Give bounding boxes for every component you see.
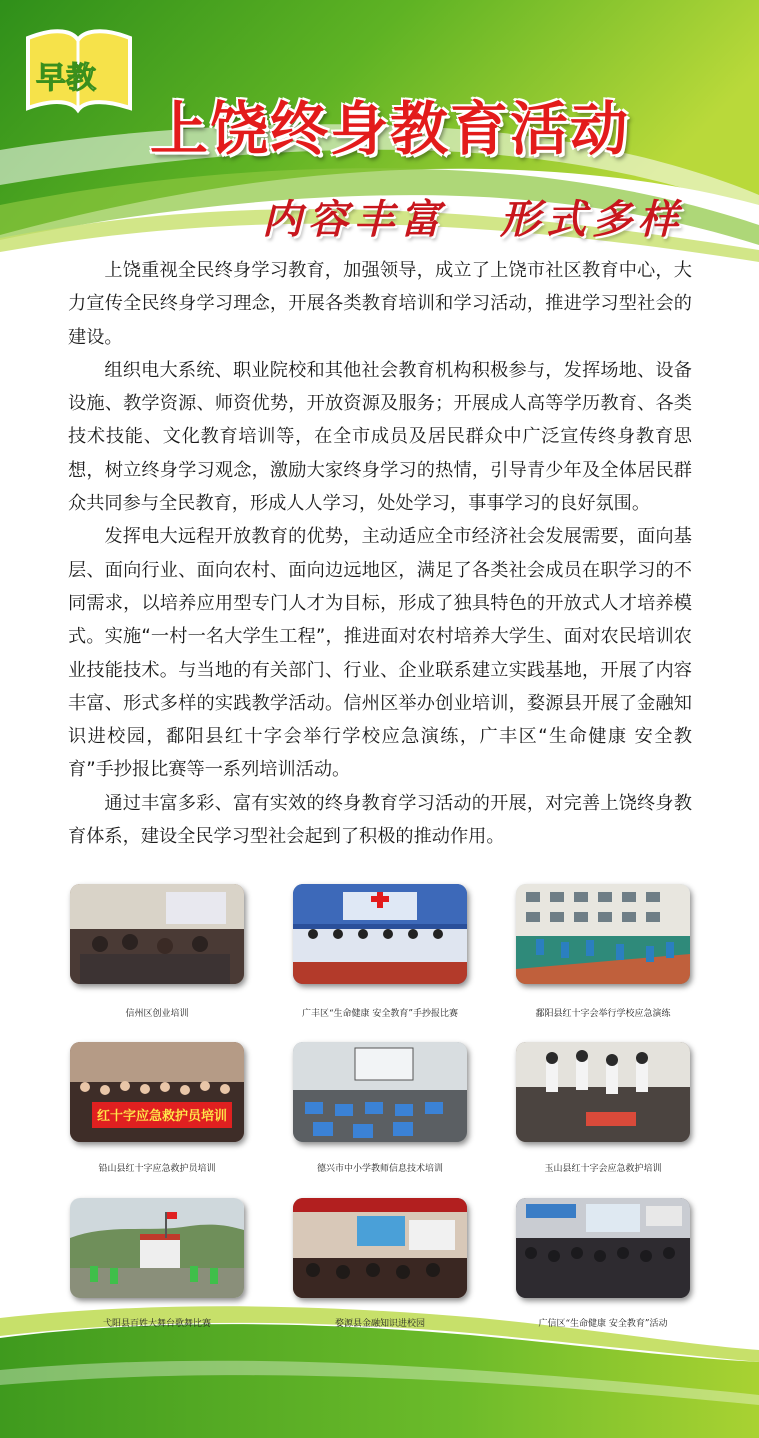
caption-wuyuan: 婺源县金融知识进校园 (334, 1319, 425, 1329)
photo-poyang-drill (516, 884, 690, 984)
photo-yanshan-training (70, 1042, 244, 1142)
photo-xinzhou-training (70, 884, 244, 984)
subtitle-content-rich: 内容丰富 (262, 196, 446, 243)
book-logo-icon (18, 18, 138, 118)
photo-wuyuan-finance (293, 1198, 467, 1298)
photo-dexing-it-training (293, 1042, 467, 1142)
page-title: 上饶终身教育活动 (150, 95, 631, 163)
caption-guangfeng: 广丰区“生命健康 安全教育”手抄报比赛 (301, 1009, 459, 1019)
caption-yushan: 玉山县红十字会应急救护培训 (544, 1164, 662, 1174)
photo-guangxin-activity (516, 1198, 690, 1298)
paragraph-3: 发挥电大远程开放教育的优势，主动适应全市经济社会发展需要，面向基层、面向行业、面向农村、面向边远地区，满足了各类社会成员在职学习的不同需求，以培养应用型专门人才为目标，形成了独具特色的开放式人才培养模式。实施“一村一名大学生工程”，推进面对农村培养大学生、面对农民培训农业技能技术。与当地的有关部门、行业、企业联系建立实践基地，开展了内容丰富、形式多样的实践教学活动。信州区举办创业培训，婺源县开展了金融知识进校园，鄱阳县红十字会举行学校应急演练，广丰区“生命健康 安全教育”手抄报比赛等一系列培训活动。 (68, 526, 692, 781)
banner-text: 红十字应急救护员培训 (96, 1109, 228, 1124)
body-text (68, 254, 692, 853)
caption-poyang: 鄱阳县红十字会举行学校应急演练 (535, 1009, 671, 1019)
caption-guangxin: 广信区“生命健康 安全教育”活动 (538, 1319, 668, 1329)
logo-text: 早教 (36, 61, 96, 96)
paragraph-1: 上饶重视全民终身学习教育，加强领导，成立了上饶市社区教育中心，大力宣传全民终身学习理念，开展各类教育培训和学习活动，推进学习型社会的建设。 (68, 260, 692, 348)
photo-guangfeng-contest (293, 884, 467, 984)
paragraph-4: 通过丰富多彩、富有实效的终身教育学习活动的开展，对完善上饶终身教育体系，建设全民学习型社会起到了积极的推动作用。 (68, 792, 692, 848)
caption-xinzhou: 信州区创业培训 (125, 1009, 189, 1019)
caption-yiyang: 弋阳县百姓大舞台歌舞比赛 (102, 1319, 211, 1329)
caption-dexing: 德兴市中小学教师信息技术培训 (316, 1164, 443, 1174)
subtitle-forms-diverse: 形式多样 (500, 196, 684, 243)
paragraph-2: 组织电大系统、职业院校和其他社会教育机构积极参与，发挥场地、设备设施、教学资源、师资优势，开放资源及服务；开展成人高等学历教育、各类技术技能、文化教育培训等，在全市成员及居民群众中广泛宣传终身教育思想，树立终身学习观念，激励大家终身学习的热情，引导青少年及全体居民群众共同参与全民教育，形成人人学习，处处学习，事事学习的良好氛围。 (68, 359, 692, 515)
caption-yanshan: 铅山县红十字应急救护员培训 (98, 1164, 216, 1174)
photo-yiyang-dance (70, 1198, 244, 1298)
photo-yushan-first-aid (516, 1042, 690, 1142)
